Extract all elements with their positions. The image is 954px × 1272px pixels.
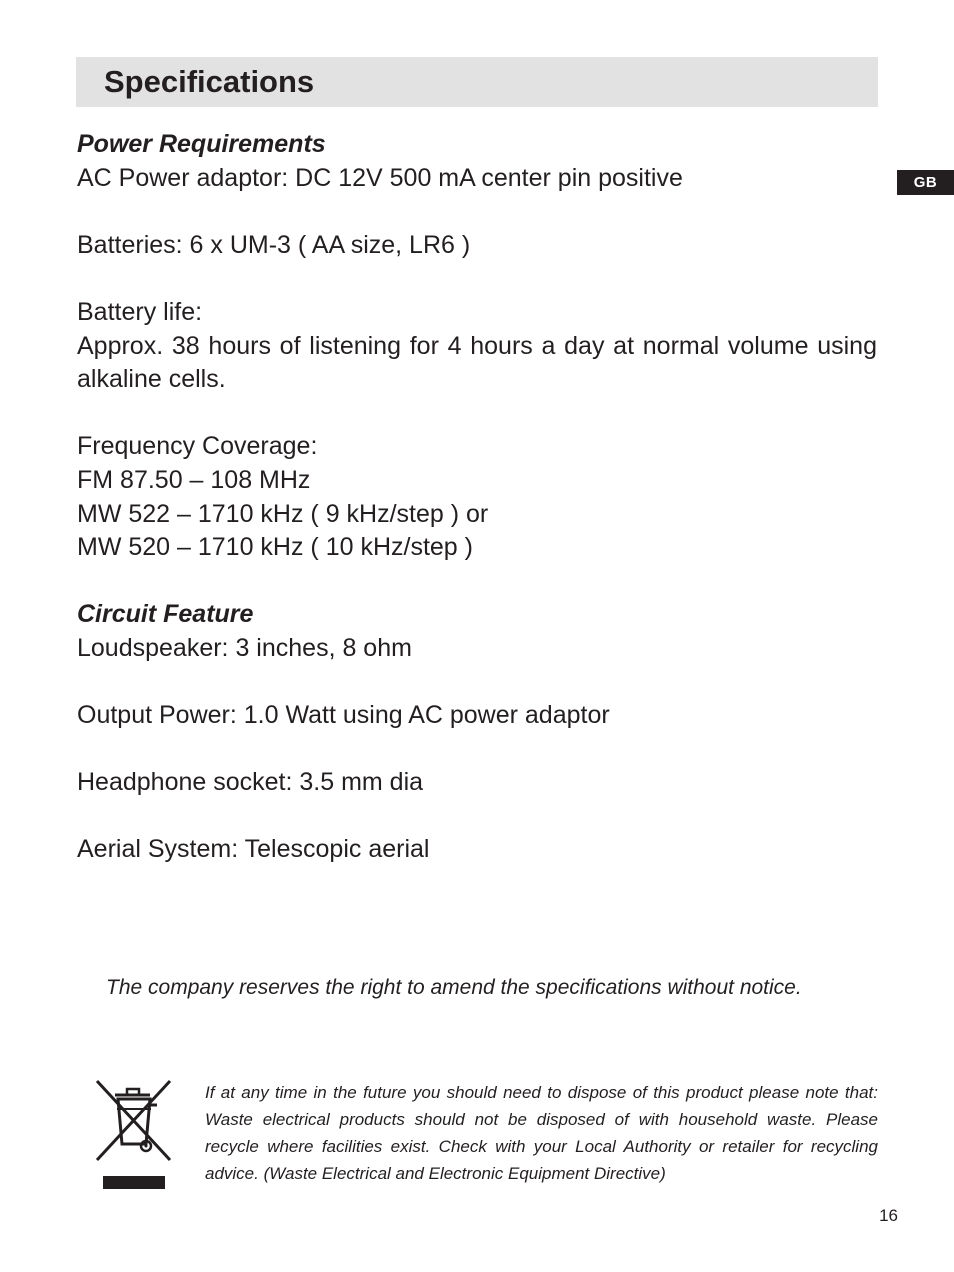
output-power-spec: Output Power: 1.0 Watt using AC power adaptor [77,701,610,730]
page-title: Specifications [104,64,315,99]
specifications-list [77,128,877,867]
amendment-notice: The company reserves the right to amend the specifications without notice. [106,976,802,999]
aerial-system-spec: Aerial System: Telescopic aerial [77,835,430,864]
weee-disposal-notice: If at any time in the future you should need to dispose of this product please note that: Waste electrical products should not be disposed of with household waste. Please recycle where facilities exist. Check with your Local Authority or retailer for recycling advice. (Waste Electrical and Electronic Equipment Directive) [205,1083,878,1183]
language-tab: GB [897,170,954,195]
battery-life-label: Battery life: [77,297,203,326]
section-header-bar [76,57,878,107]
power-requirements-heading: Power Requirements [77,130,326,158]
frequency-fm: FM 87.50 – 108 MHz [77,465,311,494]
loudspeaker-spec: Loudspeaker: 3 inches, 8 ohm [77,633,412,662]
frequency-mw-9khz: MW 522 – 1710 kHz ( 9 kHz/step ) or [77,499,489,528]
headphone-socket-spec: Headphone socket: 3.5 mm dia [77,768,424,797]
crossed-out-wheelie-bin-icon [94,1078,174,1192]
frequency-mw-10khz: MW 520 – 1710 kHz ( 10 kHz/step ) [77,533,473,562]
circuit-feature-heading: Circuit Feature [77,600,254,629]
page-number: 16 [879,1206,898,1225]
frequency-coverage-label: Frequency Coverage: [77,432,318,461]
ac-adaptor-spec: AC Power adaptor: DC 12V 500 mA center pin positive [77,163,683,192]
battery-life-text: Approx. 38 hours of listening for 4 hours a day at normal volume using alkaline cells. [77,331,877,394]
batteries-spec: Batteries: 6 x UM-3 ( AA size, LR6 ) [77,230,471,259]
